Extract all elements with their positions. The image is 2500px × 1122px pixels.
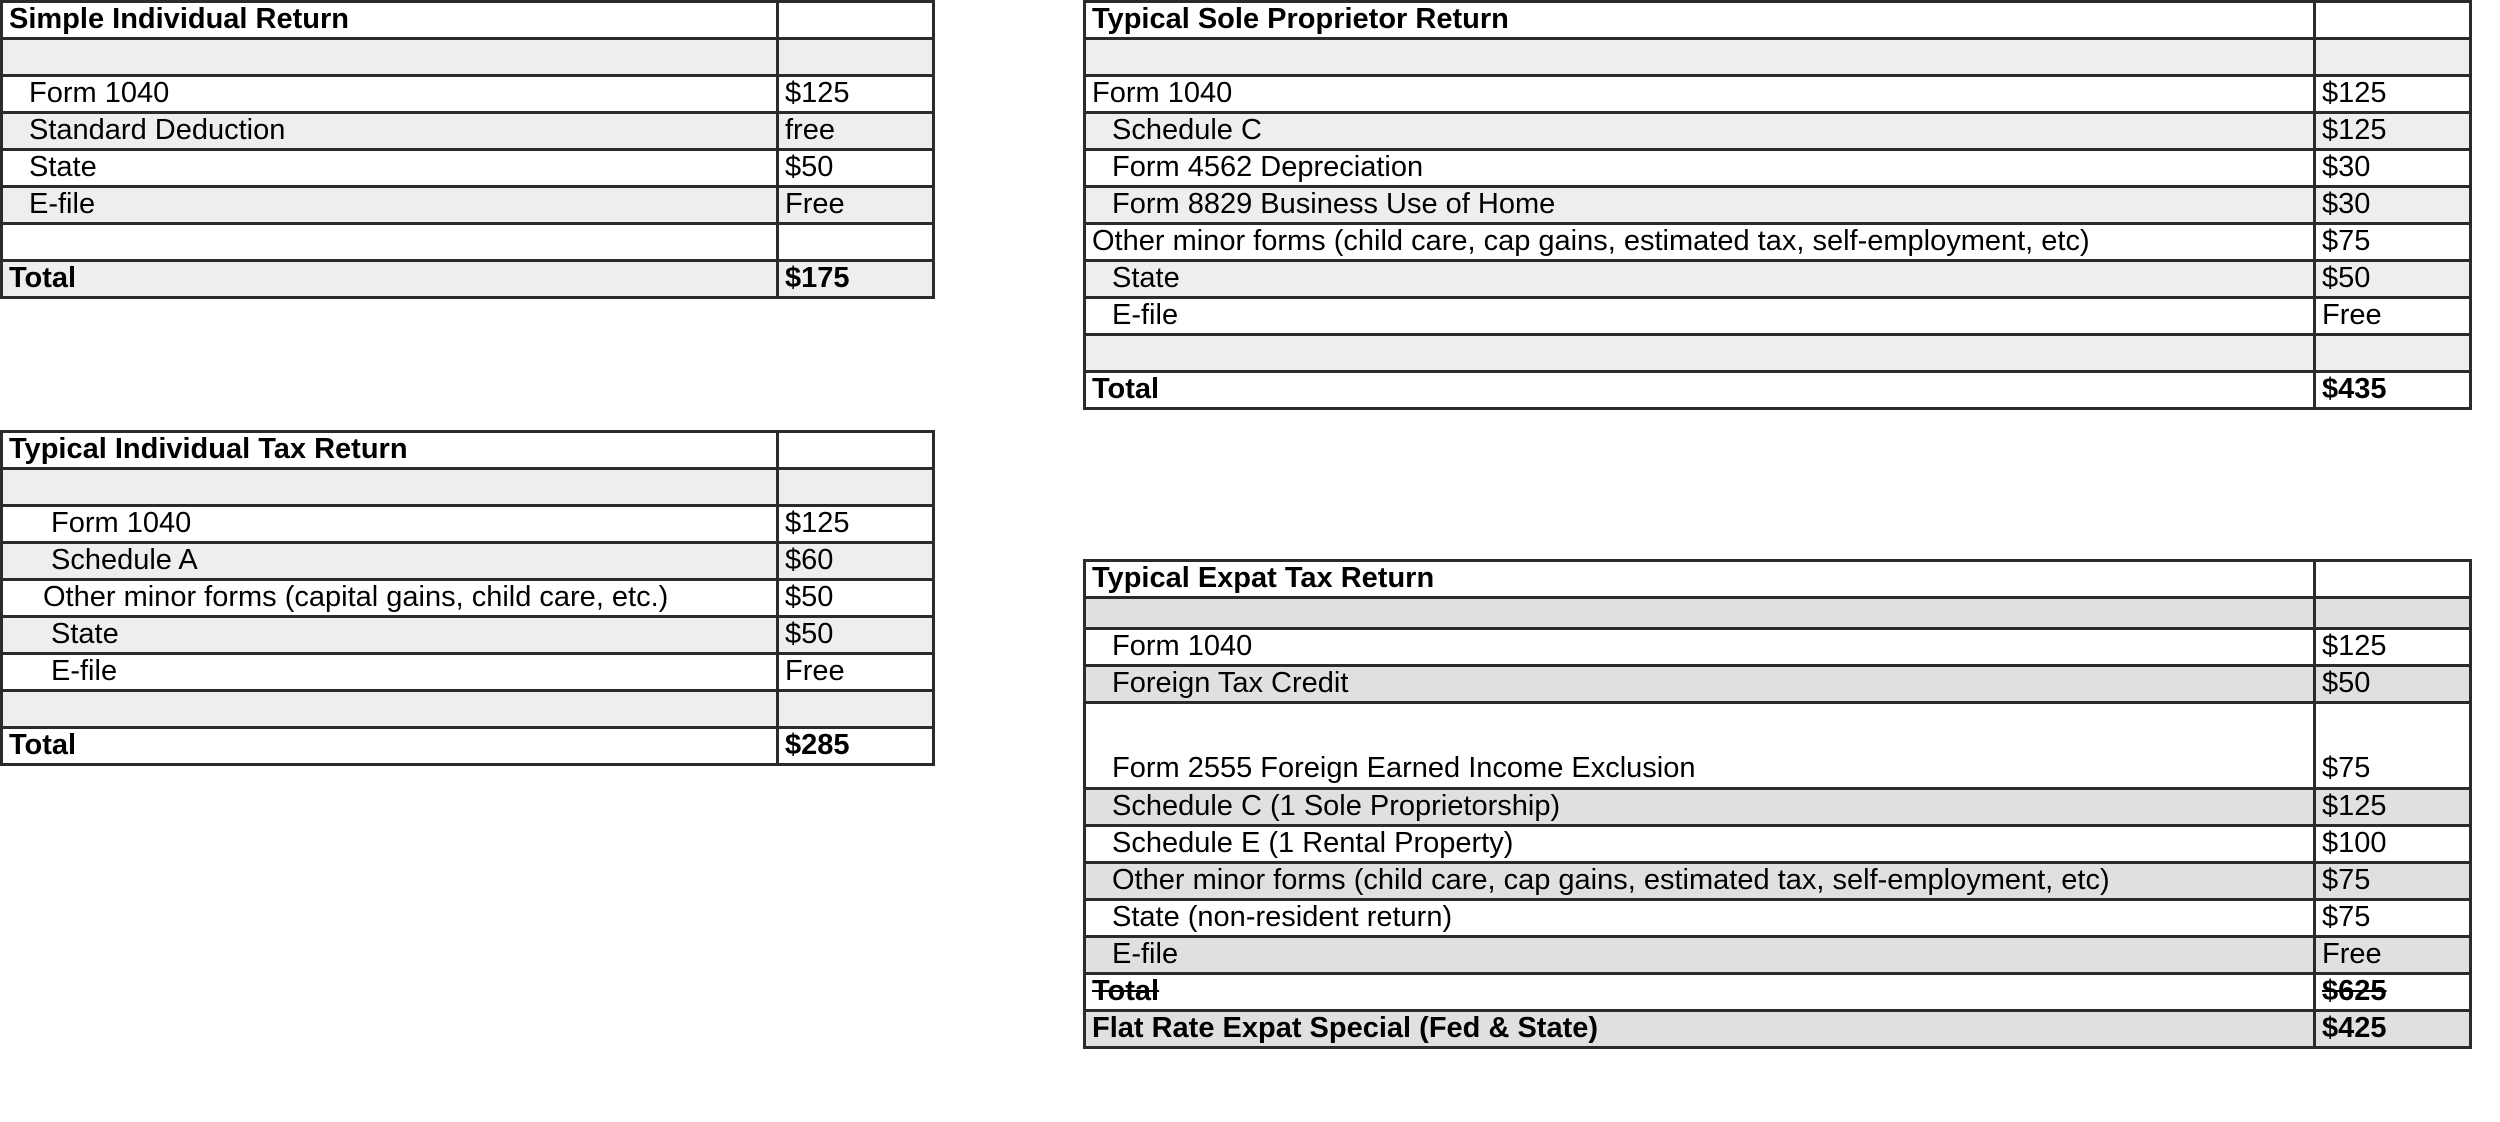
table-row — [1085, 900, 2471, 937]
spacer-row — [2, 469, 934, 506]
total-price: $285 — [778, 728, 934, 765]
line-item-label: Foreign Tax Credit — [1085, 666, 2315, 703]
line-item-price: $30 — [2315, 187, 2471, 224]
spacer-row — [1085, 39, 2471, 76]
total-label: Total — [1085, 974, 2315, 1011]
table-row — [1085, 150, 2471, 187]
line-item-label: Form 1040 — [1085, 629, 2315, 666]
line-item-label: Schedule A — [2, 543, 778, 580]
line-item-label: Schedule E (1 Rental Property) — [1085, 826, 2315, 863]
line-item-price: free — [778, 113, 934, 150]
empty-cell — [2315, 2, 2471, 39]
total-label: Total — [2, 728, 778, 765]
line-item-price: $30 — [2315, 150, 2471, 187]
total-label: Total — [2, 261, 778, 298]
line-item-label: Form 2555 Foreign Earned Income Exclusion — [1085, 703, 2315, 789]
table-row — [2, 113, 934, 150]
line-item-price: Free — [2315, 937, 2471, 974]
line-item-price: $125 — [2315, 76, 2471, 113]
table-row — [2, 617, 934, 654]
line-item-label: E-file — [2, 187, 778, 224]
total-price: $625 — [2315, 974, 2471, 1011]
empty-cell — [778, 2, 934, 39]
line-item-price: $125 — [2315, 113, 2471, 150]
table-title: Typical Sole Proprietor Return — [1085, 2, 2315, 39]
line-item-price: $60 — [778, 543, 934, 580]
line-item-price: $75 — [2315, 703, 2471, 789]
special-price-row — [1085, 1011, 2471, 1048]
sole-proprietor-return-table — [1083, 0, 2472, 410]
line-item-price: $125 — [2315, 789, 2471, 826]
line-item-label: E-file — [1085, 298, 2315, 335]
table-header-row — [1085, 561, 2471, 598]
table-row — [1085, 261, 2471, 298]
table-header-row — [1085, 2, 2471, 39]
empty-cell — [778, 432, 934, 469]
line-item-price: Free — [2315, 298, 2471, 335]
table-row — [2, 580, 934, 617]
simple-individual-return-table — [0, 0, 935, 299]
total-row — [2, 728, 934, 765]
line-item-label: State (non-resident return) — [1085, 900, 2315, 937]
table-row — [2, 150, 934, 187]
table-row — [2, 506, 934, 543]
table-row — [1085, 666, 2471, 703]
special-label: Flat Rate Expat Special (Fed & State) — [1085, 1011, 2315, 1048]
line-item-label: Schedule C — [1085, 113, 2315, 150]
total-price: $435 — [2315, 372, 2471, 409]
table-row — [1085, 113, 2471, 150]
line-item-price: $50 — [778, 617, 934, 654]
table-row — [1085, 789, 2471, 826]
spacer-row — [1085, 598, 2471, 629]
spacer-row — [2, 691, 934, 728]
typical-individual-return-table — [0, 430, 935, 766]
table-row — [2, 654, 934, 691]
table-header-row — [2, 432, 934, 469]
line-item-label: State — [2, 617, 778, 654]
table-header-row — [2, 2, 934, 39]
line-item-label: Other minor forms (child care, cap gains, estimated tax, self-employment, etc) — [1085, 224, 2315, 261]
total-row — [1085, 372, 2471, 409]
line-item-label: E-file — [1085, 937, 2315, 974]
spacer-row — [2, 39, 934, 76]
line-item-price: $125 — [778, 506, 934, 543]
line-item-label: Form 1040 — [1085, 76, 2315, 113]
line-item-price: $50 — [778, 580, 934, 617]
line-item-label: Form 1040 — [2, 506, 778, 543]
table-row — [1085, 224, 2471, 261]
line-item-price: $75 — [2315, 224, 2471, 261]
special-price: $425 — [2315, 1011, 2471, 1048]
line-item-label: Schedule C (1 Sole Proprietorship) — [1085, 789, 2315, 826]
empty-cell — [2315, 561, 2471, 598]
table-row — [2, 187, 934, 224]
line-item-price: Free — [778, 187, 934, 224]
table-title: Simple Individual Return — [2, 2, 778, 39]
line-item-label: Other minor forms (child care, cap gains, estimated tax, self-employment, etc) — [1085, 863, 2315, 900]
line-item-label: State — [1085, 261, 2315, 298]
expat-return-table — [1083, 559, 2472, 1049]
line-item-price: $125 — [2315, 629, 2471, 666]
table-row — [1085, 937, 2471, 974]
line-item-price: $50 — [2315, 261, 2471, 298]
table-row — [1085, 826, 2471, 863]
table-row — [1085, 629, 2471, 666]
line-item-price: $50 — [2315, 666, 2471, 703]
line-item-label: Form 8829 Business Use of Home — [1085, 187, 2315, 224]
line-item-label: Standard Deduction — [2, 113, 778, 150]
spacer-row — [2, 224, 934, 261]
line-item-price: $75 — [2315, 863, 2471, 900]
line-item-label: Other minor forms (capital gains, child care, etc.) — [2, 580, 778, 617]
line-item-label: Form 1040 — [2, 76, 778, 113]
total-row — [2, 261, 934, 298]
table-row — [1085, 76, 2471, 113]
table-row — [1085, 298, 2471, 335]
table-title: Typical Individual Tax Return — [2, 432, 778, 469]
table-row — [1085, 863, 2471, 900]
line-item-label: Form 4562 Depreciation — [1085, 150, 2315, 187]
line-item-label: E-file — [2, 654, 778, 691]
spacer-row — [1085, 335, 2471, 372]
table-row — [2, 543, 934, 580]
table-row — [1085, 703, 2471, 789]
line-item-price: $125 — [778, 76, 934, 113]
table-row — [2, 76, 934, 113]
table-row — [1085, 187, 2471, 224]
total-price: $175 — [778, 261, 934, 298]
struck-total-row — [1085, 974, 2471, 1011]
total-label: Total — [1085, 372, 2315, 409]
line-item-price: $50 — [778, 150, 934, 187]
line-item-price: Free — [778, 654, 934, 691]
line-item-price: $100 — [2315, 826, 2471, 863]
line-item-price: $75 — [2315, 900, 2471, 937]
line-item-label: State — [2, 150, 778, 187]
table-title: Typical Expat Tax Return — [1085, 561, 2315, 598]
